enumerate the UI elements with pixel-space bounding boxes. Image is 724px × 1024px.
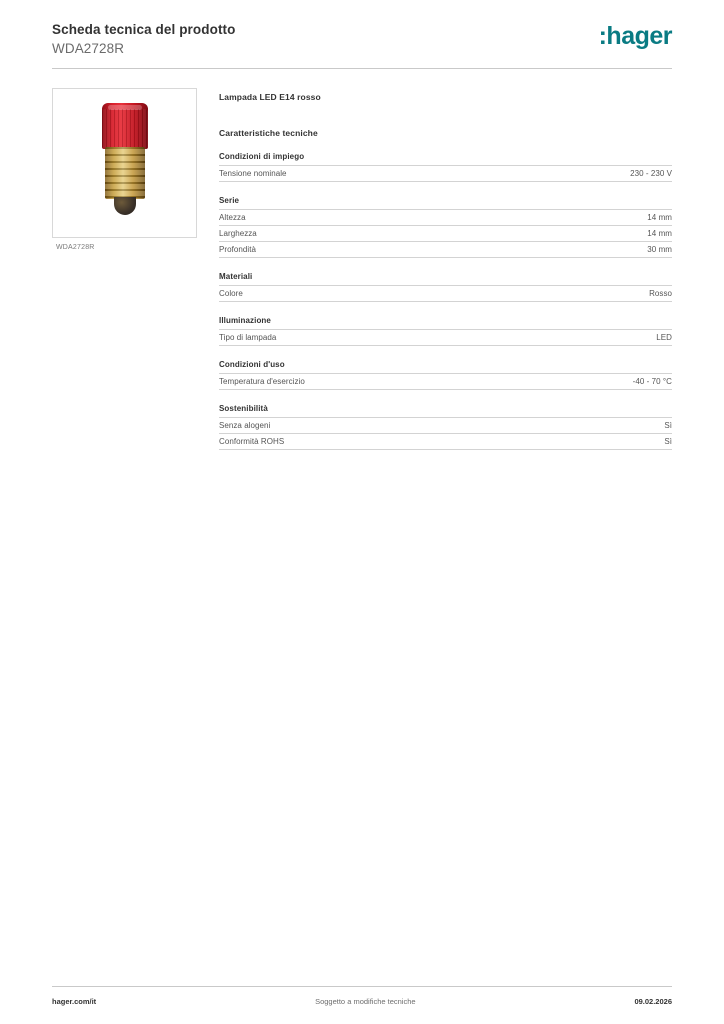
spec-label: Colore	[219, 289, 243, 298]
bulb-cap-ribs	[102, 109, 148, 149]
spec-row	[219, 433, 672, 450]
page-header	[52, 22, 672, 58]
spec-value: Sì	[664, 421, 672, 430]
page-footer	[52, 997, 672, 1006]
spec-row	[219, 373, 672, 390]
hager-logo: :hager	[598, 22, 672, 50]
spec-row	[219, 241, 672, 258]
page-title: Scheda tecnica del prodotto	[52, 22, 236, 37]
spec-row	[219, 225, 672, 241]
spec-group	[219, 152, 672, 182]
spec-group	[219, 404, 672, 450]
spec-value: -40 - 70 °C	[632, 377, 672, 386]
spec-row	[219, 329, 672, 346]
spec-label: Tensione nominale	[219, 169, 287, 178]
spec-group	[219, 316, 672, 346]
spec-group-title: Condizioni d'uso	[219, 360, 285, 369]
header-divider	[52, 68, 672, 69]
spec-value: Rosso	[649, 289, 672, 298]
spec-group-title: Illuminazione	[219, 316, 271, 325]
spec-label: Conformità ROHS	[219, 437, 285, 446]
bulb-contact-tip	[114, 197, 136, 215]
spec-group-title: Sostenibilità	[219, 404, 268, 413]
spec-value: 14 mm	[647, 229, 672, 238]
footer-date: 09.02.2026	[634, 997, 672, 1006]
spec-label: Profondità	[219, 245, 256, 254]
spec-row	[219, 209, 672, 225]
spec-value: Sì	[664, 437, 672, 446]
spec-value: 14 mm	[647, 213, 672, 222]
spec-label: Larghezza	[219, 229, 257, 238]
spec-label: Altezza	[219, 213, 246, 222]
led-bulb-image	[94, 103, 156, 223]
page-subtitle: WDA2728R	[52, 40, 125, 56]
bulb-thread-lines	[105, 147, 145, 199]
spec-value: LED	[656, 333, 672, 342]
spec-row	[219, 165, 672, 182]
footer-website-link[interactable]: hager.com/it	[52, 997, 97, 1006]
spec-group	[219, 272, 672, 302]
spec-group-title: Condizioni di impiego	[219, 152, 305, 161]
spec-label: Senza alogeni	[219, 421, 271, 430]
product-name: Lampada LED E14 rosso	[219, 92, 321, 102]
spec-label: Temperatura d'esercizio	[219, 377, 305, 386]
spec-value: 30 mm	[647, 245, 672, 254]
specifications-column	[219, 92, 672, 450]
footer-divider	[52, 986, 672, 987]
spec-value: 230 - 230 V	[630, 169, 672, 178]
spec-row	[219, 285, 672, 302]
section-title-technical: Caratteristiche tecniche	[219, 128, 318, 138]
spec-label: Tipo di lampada	[219, 333, 277, 342]
title-block	[52, 22, 235, 58]
spec-group-title: Materiali	[219, 272, 253, 281]
product-image-caption: WDA2728R	[56, 244, 95, 251]
footer-disclaimer: Soggetto a modifiche tecniche	[315, 997, 416, 1006]
product-image-panel	[52, 88, 197, 238]
spec-row	[219, 417, 672, 433]
spec-group-title: Serie	[219, 196, 240, 205]
spec-group	[219, 196, 672, 258]
spec-group	[219, 360, 672, 390]
